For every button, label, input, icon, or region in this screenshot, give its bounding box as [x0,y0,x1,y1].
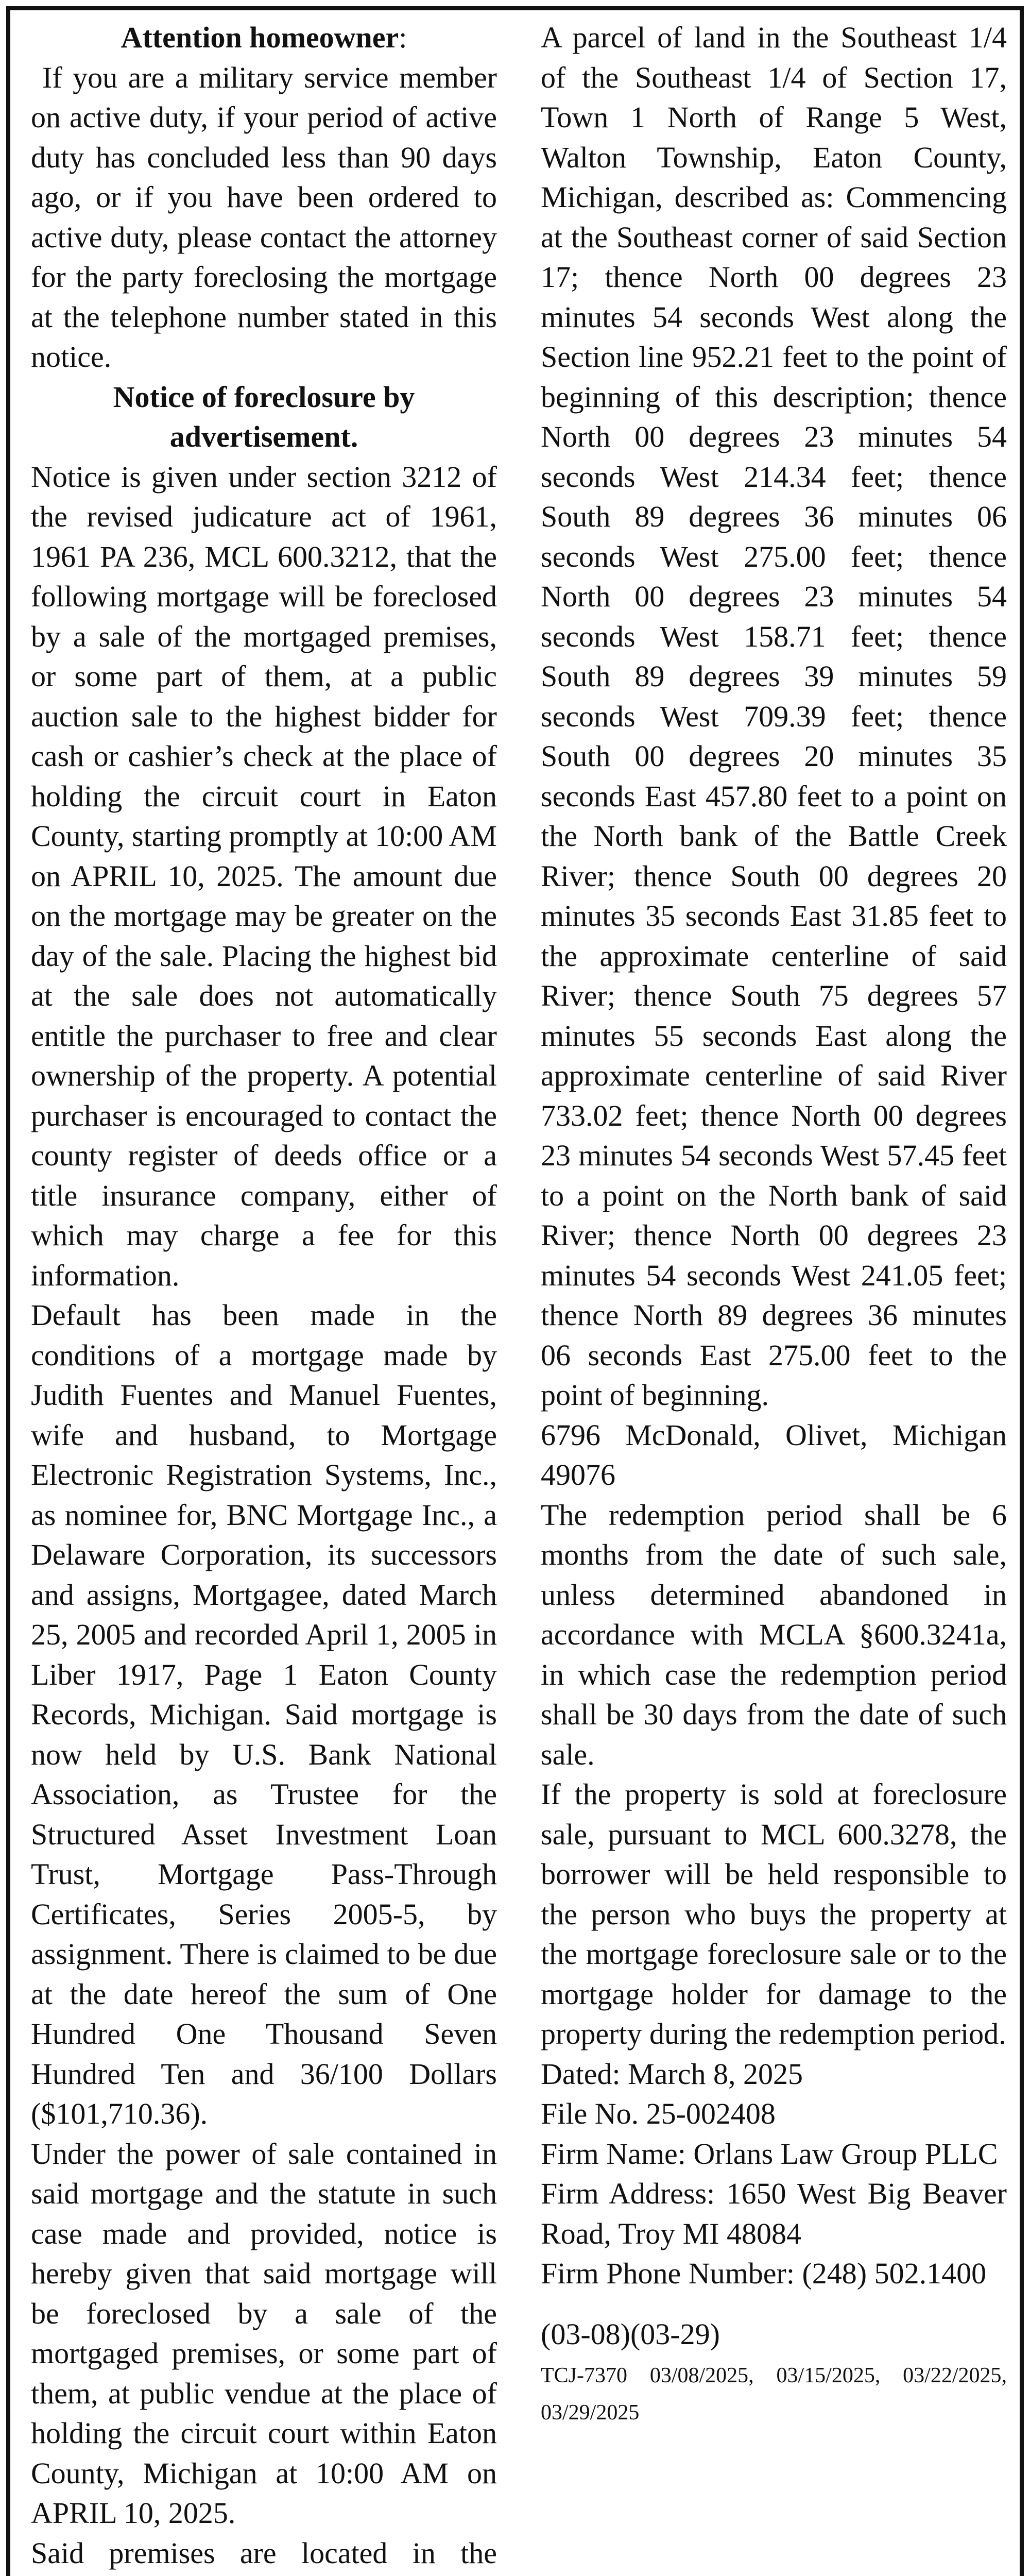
attention-text: If you are a military service member on active duty, if your period of active duty has concluded less than 90 days ago, or if you have been ordered to active duty, please contact the attorney for the party foreclosing the mortgage at the telephone number stated in this notice. [31,60,497,374]
right-column [541,18,1007,2431]
legal-notice-frame [6,6,1024,2576]
foreclosure-heading: Notice of foreclosure by advertisement. [113,380,415,453]
publication-line: TCJ-7370 03/08/2025, 03/15/2025, 03/22/2025, 03/29/2025 [541,2364,1007,2425]
attention-heading [31,18,497,58]
attention-heading-colon: : [399,21,407,54]
spacer [541,2294,1007,2314]
dated-line: Dated: March 8, 2025 [541,2057,803,2091]
property-address: 6796 McDonald, Olivet, Michigan 49076 [541,1418,1007,1492]
file-number: File No. 25-002408 [541,2097,776,2130]
power-of-sale-paragraph: Under the power of sale contained in said mortgage and the statute in such case made and provided, notice is hereby given that said mortgage will be foreclosed by a sale of the mortgaged premises, or some part of them, at public vendue at the place of holding the circuit court within Eaton County, Michigan at 10:00 AM on APRIL 10, 2025. [31,2137,497,2530]
firm-name: Firm Name: Orlans Law Group PLLC [541,2137,998,2171]
redemption-paragraph: The redemption period shall be 6 months from the date of such sale, unless determined abandoned in accordance with MCLA §600.3241a, in which case the redemption period shall be 30 days from the date of such sale. [541,1498,1007,1771]
left-column [31,18,497,2576]
firm-phone: Firm Phone Number: (248) 502.1400 [541,2257,987,2290]
run-dates: (03-08)(03-29) [541,2317,720,2351]
attention-heading-label: Attention homeowner [121,21,399,54]
liability-paragraph: If the property is sold at foreclosure sale, pursuant to MCL 600.3278, the borrower will be held responsible to the person who buys the property at the mortgage foreclosure sale or to the mortgage holder for damage to the property during the redemption period. [541,1777,1007,2050]
firm-address: Firm Address: 1650 West Big Beaver Road, Troy MI 48084 [541,2177,1007,2250]
default-paragraph: Default has been made in the conditions of a mortgage made by Judith Fuentes and Manuel Fuentes, wife and husband, to Mortgage Electronic Registration Systems, Inc., as nominee for, BNC Mortgage Inc., a Delaware Corporation, its successors and assigns, Mortgagee, dated March 25, 2005 and recorded April 1, 2005 in Liber 1917, Page 1 Eaton County Records, Michigan. Said mortgage is now held by U.S. Bank National Association, as Trustee for the Structured Asset Investment Loan Trust, Mortgage Pass-Through Certificates, Series 2005-5, by assignment. There is claimed to be due at the date hereof the sum of One Hundred One Thousand Seven Hundred Ten and 36/100 Dollars ($101,710.36). [31,1298,497,2130]
statute-paragraph: Notice is given under section 3212 of the revised judicature act of 1961, 1961 PA 236, MCL 600.3212, that the following mortgage will be foreclosed by a sale of the mortgaged premises, or some part of them, at a public auction sale to the highest bidder for cash or cashier’s check at the place of holding the circuit court in Eaton County, starting promptly at 10:00 AM on APRIL 10, 2025. The amount due on the mortgage may be greater on the day of the sale. Placing the highest bid at the sale does not automatically entitle the purchaser to free and clear ownership of the property. A potential purchaser is encouraged to contact the county register of deeds office or a title insurance company, either of which may charge a fee for this information. [31,460,497,1292]
legal-description-paragraph: A parcel of land in the Southeast 1/4 of the Southeast 1/4 of Section 17, Town 1 North of Range 5 West, Walton Township, Eaton County, Michigan, described as: Commencing at the Southeast corner of said Section 17; thence North 00 degrees 23 minutes 54 seconds West along the Section line 952.21 feet to the point of beginning of this description; thence North 00 degrees 23 minutes 54 seconds West 214.34 feet; thence South 89 degrees 36 minutes 06 seconds West 275.00 feet; thence North 00 degrees 23 minutes 54 seconds West 158.71 feet; thence South 89 degrees 39 minutes 59 seconds West 709.39 feet; thence South 00 degrees 20 minutes 35 seconds East 457.80 feet to a point on the North bank of the Battle Creek River; thence South 00 degrees 20 minutes 35 seconds East 31.85 feet to the approximate centerline of said River; thence South 75 degrees 57 minutes 55 seconds East along the approximate centerline of said River 733.02 feet; thence North 00 degrees 23 minutes 54 seconds West 57.45 feet to a point on the North bank of said River; thence North 00 degrees 23 minutes 54 seconds West 241.05 feet; thence North 89 degrees 36 minutes 06 seconds East 275.00 feet to the point of beginning. [541,21,1007,1412]
premises-location-paragraph: Said premises are located in the [31,2536,497,2570]
